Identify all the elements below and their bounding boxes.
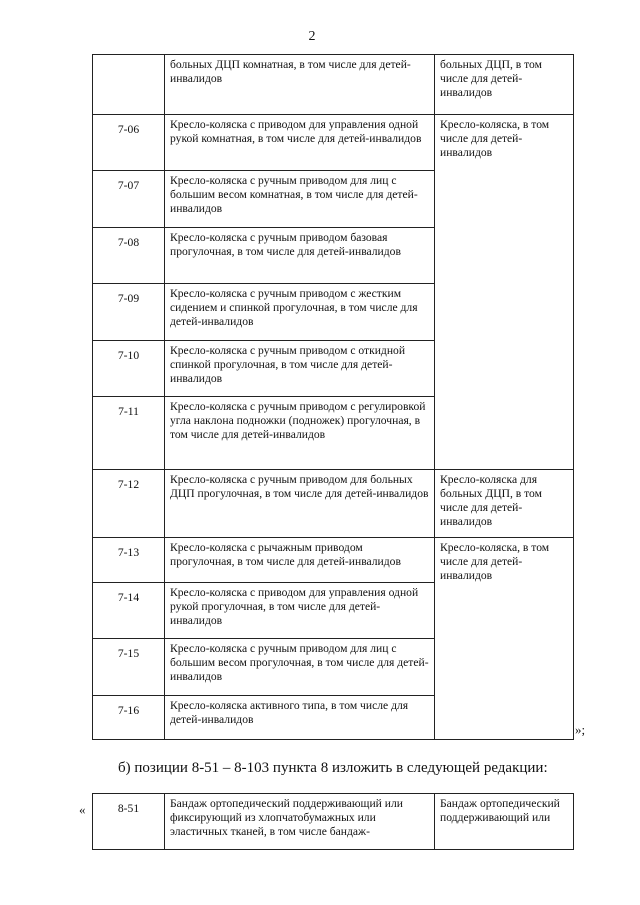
position-description: Кресло-коляска с приводом для управления одной рукой комнатная, в том числе для детей-инвалидов (165, 115, 435, 171)
position-code: 7-07 (93, 171, 165, 228)
group-name: Кресло-коляска для больных ДЦП, в том числе для детей-инвалидов (435, 470, 574, 538)
position-description: Кресло-коляска с рычажным приводом прогулочная, в том числе для детей-инвалидов (165, 538, 435, 583)
position-code: 7-13 (93, 538, 165, 583)
group-name: Кресло-коляска, в том числе для детей-инвалидов (435, 115, 574, 470)
position-code: 7-06 (93, 115, 165, 171)
position-description: Кресло-коляска с ручным приводом для лиц с большим весом прогулочная, в том числе для детей-инвалидов (165, 639, 435, 696)
table-row (93, 470, 574, 538)
table-row (93, 115, 574, 171)
opening-quote: « (79, 802, 86, 817)
table-row (93, 55, 574, 115)
position-description: Кресло-коляска с ручным приводом с регулировкой угла наклона подножки (подножек) прогулочная, в том числе для детей-инвалидов (165, 397, 435, 470)
position-description: Кресло-коляска с ручным приводом для больных ДЦП прогулочная, в том числе для детей-инвалидов (165, 470, 435, 538)
position-description: Кресло-коляска с ручным приводом с откидной спинкой прогулочная, в том числе для детей-инвалидов (165, 341, 435, 397)
position-description: Кресло-коляска с ручным приводом базовая прогулочная, в том числе для детей-инвалидов (165, 228, 435, 284)
position-description: Кресло-коляска с ручным приводом с жестким сидением и спинкой прогулочная, в том числе для детей-инвалидов (165, 284, 435, 341)
group-name: Кресло-коляска, в том числе для детей-инвалидов (435, 538, 574, 740)
position-code: 7-14 (93, 583, 165, 639)
position-code: 7-10 (93, 341, 165, 397)
position-description: больных ДЦП комнатная, в том числе для детей-инвалидов (165, 55, 435, 115)
position-description: Кресло-коляска с ручным приводом для лиц с большим весом комнатная, в том числе для детей-инвалидов (165, 171, 435, 228)
position-description: Кресло-коляска активного типа, в том числе для детей-инвалидов (165, 696, 435, 740)
position-code: 7-15 (93, 639, 165, 696)
position-description: Бандаж ортопедический поддерживающий или фиксирующий из хлопчатобумажных или эластичных тканей, в том числе бандаж- (165, 794, 435, 850)
page-number: 2 (308, 29, 316, 44)
position-code: 7-16 (93, 696, 165, 740)
position-code: 7-11 (93, 397, 165, 470)
position-code: 7-08 (93, 228, 165, 284)
group-name: Бандаж ортопедический поддерживающий или (435, 794, 574, 850)
position-code: 7-12 (93, 470, 165, 538)
positions-table-8 (92, 793, 574, 850)
positions-table-7 (92, 54, 574, 740)
position-code: 7-09 (93, 284, 165, 341)
position-description: Кресло-коляска с приводом для управления одной рукой прогулочная, в том числе для детей-инвалидов (165, 583, 435, 639)
paragraph-b: б) позиции 8-51 – 8-103 пункта 8 изложить в следующей редакции: (118, 760, 548, 776)
position-code: 8-51 (93, 794, 165, 850)
group-name: больных ДЦП, в том числе для детей-инвалидов (435, 55, 574, 115)
position-code (93, 55, 165, 115)
closing-quote: »; (575, 722, 586, 737)
table-row (93, 794, 574, 850)
table-row (93, 538, 574, 583)
